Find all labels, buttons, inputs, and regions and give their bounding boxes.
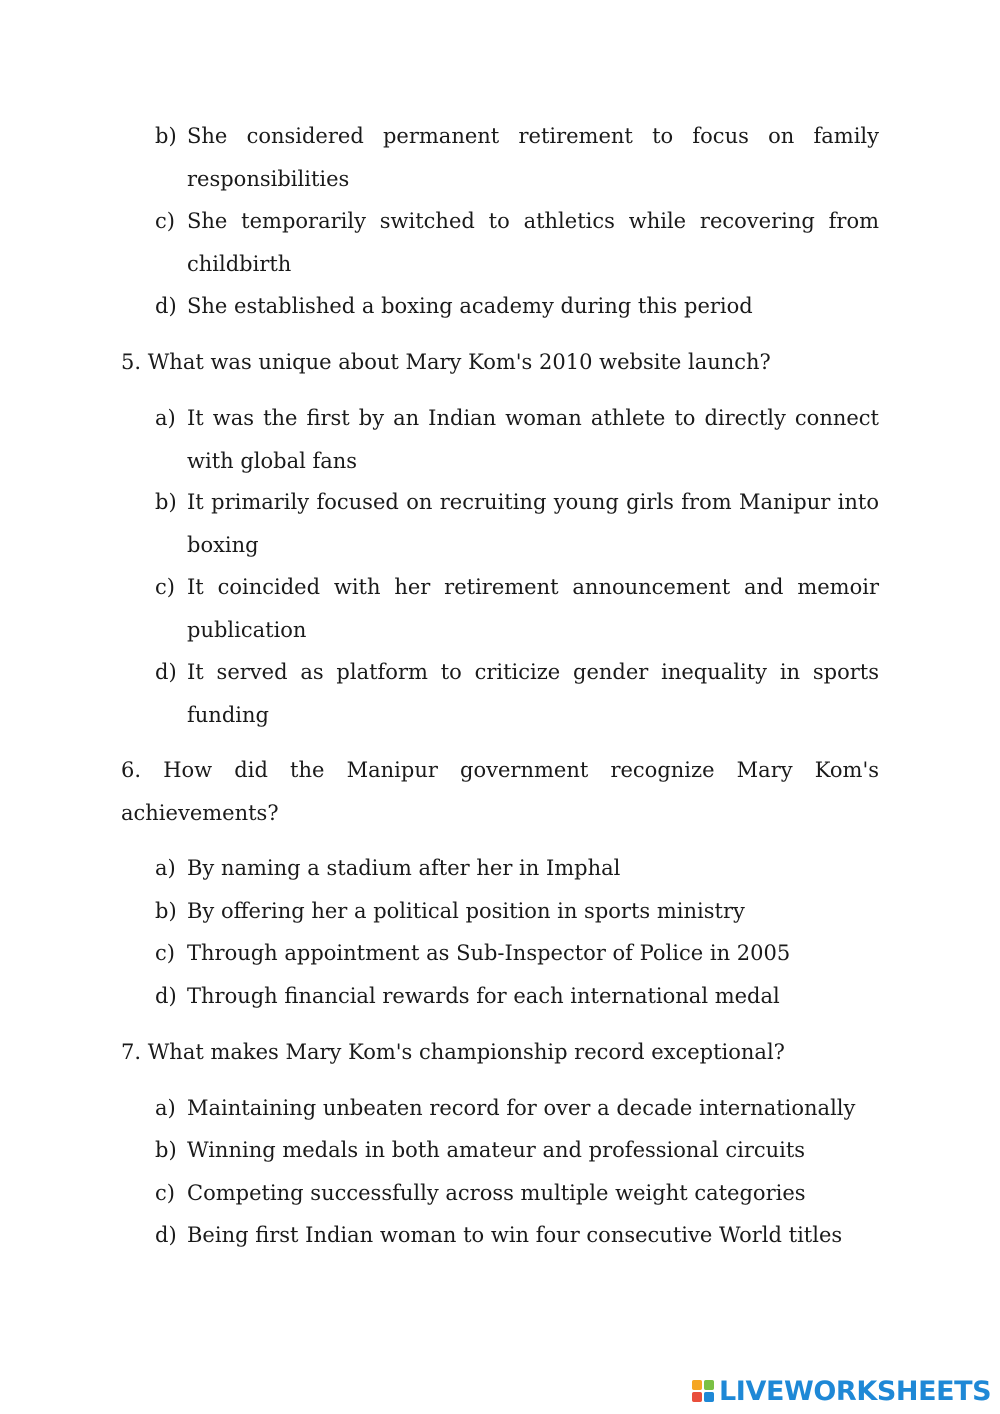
option-text: It was the first by an Indian woman athlete to directly connect with global fans [187, 406, 879, 473]
question-7-text: 7. What makes Mary Kom's championship record exceptional? [121, 1040, 785, 1064]
q7-option-c [155, 1172, 879, 1215]
option-text: She considered permanent retirement to focus on family responsibilities [187, 124, 879, 191]
option-label: a) [155, 856, 176, 880]
option-text: She established a boxing academy during this period [187, 294, 753, 318]
option-text: By offering her a political position in sports ministry [187, 899, 745, 923]
option-label: b) [155, 1138, 177, 1162]
option-text: She temporarily switched to athletics while recovering from childbirth [187, 209, 879, 276]
option-text: Competing successfully across multiple weight categories [187, 1181, 806, 1205]
q6-option-b [155, 890, 879, 933]
option-text: By naming a stadium after her in Imphal [187, 856, 621, 880]
option-text: Maintaining unbeaten record for over a decade internationally [187, 1096, 856, 1120]
q5-option-a [155, 397, 879, 482]
option-label: c) [155, 575, 175, 599]
option-label: d) [155, 660, 177, 684]
option-label: c) [155, 1181, 175, 1205]
liveworksheets-logo-icon [692, 1378, 716, 1404]
q4-option-d [155, 285, 879, 328]
option-text: Being first Indian woman to win four consecutive World titles [187, 1223, 843, 1247]
q7-option-a [155, 1087, 879, 1130]
q6-option-d [155, 975, 879, 1018]
option-label: a) [155, 1096, 176, 1120]
option-label: b) [155, 490, 177, 514]
option-text: It coincided with her retirement announcement and memoir publication [187, 575, 879, 642]
q7-option-d [155, 1214, 879, 1257]
q7-option-b [155, 1129, 879, 1172]
option-label: b) [155, 124, 177, 148]
option-text: It served as platform to criticize gender inequality in sports funding [187, 660, 879, 727]
q5-option-d [155, 651, 879, 736]
option-text: Winning medals in both amateur and professional circuits [187, 1138, 806, 1162]
liveworksheets-logo[interactable] [692, 1374, 991, 1408]
logo-square-2 [704, 1380, 714, 1390]
q6-option-a [155, 847, 879, 890]
option-label: d) [155, 294, 177, 318]
option-label: d) [155, 984, 177, 1008]
q4-option-b [155, 115, 879, 200]
question-6-text: 6. How did the Manipur government recognize Mary Kom's achievements? [121, 758, 879, 825]
option-label: b) [155, 899, 177, 923]
option-text: Through appointment as Sub-Inspector of Police in 2005 [187, 941, 791, 965]
q5-option-c [155, 566, 879, 651]
logo-square-4 [704, 1392, 714, 1402]
option-label: c) [155, 209, 175, 233]
q4-option-c [155, 200, 879, 285]
question-5-text: 5. What was unique about Mary Kom's 2010 website launch? [121, 350, 771, 374]
option-label: c) [155, 941, 175, 965]
logo-text: LIVEWORKSHEETS [719, 1375, 992, 1407]
logo-square-3 [692, 1392, 702, 1402]
logo-square-1 [692, 1380, 702, 1390]
q6-option-c [155, 932, 879, 975]
q5-option-b [155, 481, 879, 566]
option-label: d) [155, 1223, 177, 1247]
option-text: Through financial rewards for each international medal [187, 984, 780, 1008]
option-label: a) [155, 406, 176, 430]
option-text: It primarily focused on recruiting young girls from Manipur into boxing [187, 490, 879, 557]
